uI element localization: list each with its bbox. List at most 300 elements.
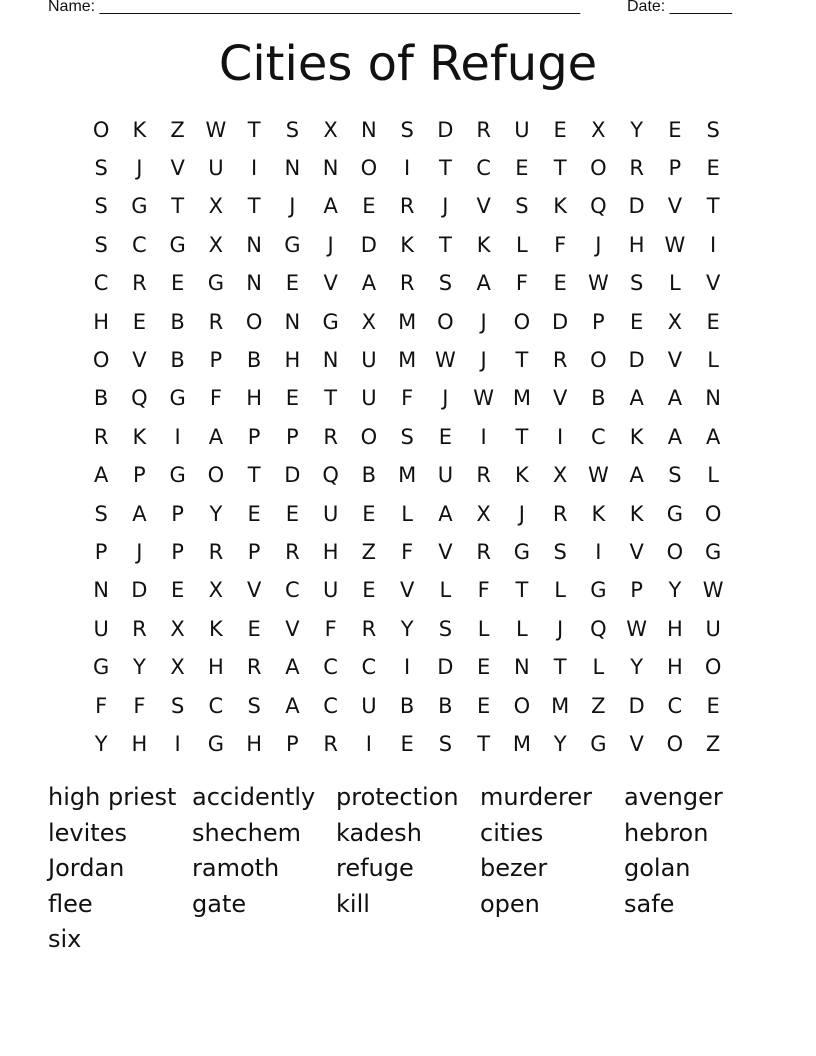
grid-letter: S bbox=[629, 271, 644, 296]
grid-letter: B bbox=[170, 348, 185, 373]
grid-letter: E bbox=[629, 309, 644, 334]
grid-letter: X bbox=[323, 117, 338, 142]
grid-letter: V bbox=[399, 578, 415, 603]
grid-letter: Y bbox=[553, 731, 567, 756]
grid-letter: F bbox=[477, 578, 490, 603]
grid-letter: E bbox=[247, 501, 261, 526]
grid-letter: X bbox=[591, 117, 606, 142]
word-list-item: ramoth bbox=[192, 854, 280, 882]
grid-letter: O bbox=[360, 424, 378, 449]
grid-letter: L bbox=[554, 578, 566, 603]
grid-letter: T bbox=[477, 731, 491, 756]
grid-letter: R bbox=[476, 539, 491, 564]
grid-letter: I bbox=[404, 655, 411, 680]
grid-letter: K bbox=[629, 501, 644, 526]
grid-letter: U bbox=[208, 156, 224, 181]
grid-letter: X bbox=[667, 309, 683, 334]
grid-letter: W bbox=[205, 117, 227, 142]
grid-letter: E bbox=[132, 309, 147, 334]
grid-letter: A bbox=[285, 693, 300, 718]
grid-letter: H bbox=[93, 309, 110, 334]
word-list-item: open bbox=[480, 889, 540, 918]
grid-letter: G bbox=[590, 578, 607, 603]
grid-letter: L bbox=[516, 616, 528, 641]
grid-letter: K bbox=[400, 232, 415, 257]
grid-letter: Y bbox=[630, 655, 644, 680]
grid-letter: C bbox=[667, 693, 683, 718]
grid-letter: F bbox=[133, 693, 146, 718]
grid-letter: H bbox=[207, 655, 224, 680]
grid-letter: K bbox=[132, 424, 147, 449]
grid-letter: U bbox=[705, 616, 721, 641]
grid-letter: J bbox=[289, 194, 296, 219]
grid-letter: D bbox=[628, 194, 645, 219]
grid-letter: M bbox=[398, 463, 417, 488]
grid-letter: V bbox=[552, 386, 568, 411]
grid-letter: L bbox=[477, 616, 490, 641]
grid-letter: L bbox=[707, 463, 719, 488]
word-list-item: flee bbox=[48, 889, 93, 918]
grid-letter: N bbox=[361, 117, 377, 142]
grid-letter: U bbox=[322, 501, 339, 526]
grid-letter: M bbox=[398, 348, 417, 373]
grid-letter: B bbox=[399, 693, 415, 718]
grid-letter: A bbox=[93, 463, 109, 488]
grid-letter: S bbox=[94, 501, 108, 526]
grid-letter: U bbox=[361, 348, 377, 373]
word-list-item: levites bbox=[48, 818, 127, 847]
grid-letter: R bbox=[399, 271, 415, 296]
grid-letter: G bbox=[704, 539, 722, 564]
grid-letter: J bbox=[595, 232, 602, 257]
grid-letter: O bbox=[92, 348, 110, 373]
grid-letter: R bbox=[399, 194, 415, 219]
grid-letter: V bbox=[667, 194, 683, 219]
grid-letter: T bbox=[515, 578, 529, 603]
grid-letter: A bbox=[705, 424, 721, 449]
grid-letter: T bbox=[515, 348, 529, 373]
grid-letter: T bbox=[247, 463, 261, 488]
grid-letter: S bbox=[706, 117, 720, 142]
grid-letter: E bbox=[553, 117, 567, 142]
grid-letter: W bbox=[473, 386, 494, 411]
grid-letter: F bbox=[515, 271, 528, 296]
grid-letter: P bbox=[286, 424, 299, 449]
grid-letter: C bbox=[476, 156, 491, 181]
grid-letter: D bbox=[437, 117, 454, 142]
grid-letter: S bbox=[285, 117, 300, 142]
grid-letter: K bbox=[476, 232, 491, 257]
grid-letter: Y bbox=[209, 501, 223, 526]
word-list-item: cities bbox=[480, 818, 544, 847]
word-list-item: kill bbox=[336, 889, 370, 918]
grid-letter: O bbox=[666, 539, 684, 564]
grid-letter: A bbox=[438, 501, 453, 526]
date-field-label: Date: _______ bbox=[627, 0, 732, 15]
grid-letter: A bbox=[361, 271, 377, 296]
grid-letter: F bbox=[401, 386, 414, 411]
grid-letter: P bbox=[286, 731, 299, 756]
word-list-item: bezer bbox=[480, 854, 548, 882]
grid-letter: L bbox=[401, 501, 413, 526]
grid-letter: A bbox=[476, 271, 491, 296]
grid-letter: V bbox=[246, 578, 262, 603]
grid-letter: E bbox=[706, 156, 720, 181]
grid-letter: J bbox=[136, 156, 143, 181]
grid-letter: K bbox=[553, 194, 568, 219]
grid-letter: E bbox=[668, 117, 682, 142]
grid-letter: H bbox=[666, 655, 683, 680]
grid-letter: J bbox=[136, 539, 143, 564]
grid-letter: R bbox=[246, 655, 262, 680]
grid-letter: U bbox=[361, 386, 377, 411]
grid-letter: Y bbox=[400, 616, 414, 641]
grid-letter: E bbox=[553, 271, 567, 296]
grid-letter: H bbox=[246, 731, 263, 756]
grid-letter: A bbox=[667, 424, 683, 449]
grid-letter: A bbox=[132, 501, 147, 526]
grid-letter: G bbox=[131, 194, 148, 219]
grid-letter: O bbox=[245, 309, 263, 334]
name-field-label: Name: ______________________________________________________ bbox=[48, 0, 581, 15]
grid-letter: V bbox=[132, 348, 147, 373]
grid-letter: V bbox=[629, 731, 644, 756]
grid-letter: P bbox=[171, 539, 184, 564]
grid-letter: A bbox=[629, 386, 644, 411]
grid-letter: W bbox=[702, 578, 724, 603]
grid-letter: T bbox=[247, 194, 261, 219]
grid-letter: X bbox=[361, 309, 377, 334]
grid-letter: X bbox=[208, 578, 224, 603]
grid-letter: C bbox=[208, 693, 224, 718]
grid-letter: S bbox=[170, 693, 185, 718]
grid-letter: R bbox=[208, 309, 224, 334]
grid-letter: P bbox=[209, 348, 223, 373]
grid-letter: S bbox=[668, 463, 682, 488]
grid-letter: J bbox=[557, 616, 564, 641]
header-line bbox=[48, 0, 748, 18]
grid-letter: R bbox=[552, 501, 568, 526]
grid-letter: Y bbox=[668, 578, 682, 603]
grid-letter: O bbox=[666, 731, 684, 756]
grid-letter: D bbox=[628, 693, 645, 718]
grid-letter: L bbox=[707, 348, 719, 373]
grid-letter: K bbox=[208, 616, 223, 641]
grid-letter: H bbox=[322, 539, 339, 564]
grid-letter: N bbox=[93, 578, 109, 603]
grid-letter: D bbox=[552, 309, 569, 334]
grid-letter: Q bbox=[131, 386, 148, 411]
grid-letter: G bbox=[92, 655, 110, 680]
grid-letter: V bbox=[667, 348, 683, 373]
grid-letter: P bbox=[94, 539, 108, 564]
grid-letter: J bbox=[518, 501, 525, 526]
grid-letter: F bbox=[209, 386, 222, 411]
grid-letter: L bbox=[669, 271, 681, 296]
grid-letter: T bbox=[324, 386, 338, 411]
grid-letter: Q bbox=[322, 463, 339, 488]
grid-letter: C bbox=[323, 693, 338, 718]
grid-letter: N bbox=[514, 655, 530, 680]
grid-letter: U bbox=[437, 463, 454, 488]
grid-letter: O bbox=[704, 655, 722, 680]
grid-letter: R bbox=[285, 539, 300, 564]
grid-letter: E bbox=[400, 731, 414, 756]
grid-letter: V bbox=[476, 194, 491, 219]
grid-letter: I bbox=[174, 424, 181, 449]
grid-letter: V bbox=[170, 156, 185, 181]
grid-letter: P bbox=[247, 424, 261, 449]
word-list-item: six bbox=[48, 925, 82, 953]
grid-letter: R bbox=[208, 539, 224, 564]
grid-letter: P bbox=[668, 156, 682, 181]
word-list-item: safe bbox=[624, 889, 675, 918]
grid-letter: K bbox=[591, 501, 606, 526]
word-list-item: high priest bbox=[48, 783, 177, 811]
grid-letter: X bbox=[476, 501, 491, 526]
grid-letter: G bbox=[590, 731, 607, 756]
grid-letter: A bbox=[323, 194, 338, 219]
grid-letter: M bbox=[551, 693, 570, 718]
word-list-item: protection bbox=[336, 783, 459, 811]
grid-letter: E bbox=[515, 156, 529, 181]
grid-letter: G bbox=[284, 232, 301, 257]
grid-letter: P bbox=[630, 578, 643, 603]
grid-letter: R bbox=[132, 616, 147, 641]
grid-letter: Z bbox=[591, 693, 606, 718]
grid-letter: J bbox=[480, 348, 487, 373]
grid-letter: T bbox=[438, 156, 452, 181]
grid-letter: B bbox=[170, 309, 185, 334]
grid-letter: N bbox=[246, 232, 262, 257]
grid-letter: U bbox=[322, 578, 339, 603]
page-title: Cities of Refuge bbox=[218, 36, 598, 92]
word-list-item: accidently bbox=[192, 783, 316, 811]
word-list-item: golan bbox=[624, 854, 691, 882]
grid-letter: A bbox=[208, 424, 224, 449]
grid-letter: T bbox=[553, 156, 567, 181]
grid-letter: G bbox=[513, 539, 531, 564]
grid-letter: J bbox=[442, 386, 449, 411]
grid-letter: Z bbox=[170, 117, 185, 142]
grid-letter: R bbox=[361, 616, 377, 641]
grid-letter: R bbox=[93, 424, 109, 449]
grid-letter: P bbox=[592, 309, 605, 334]
grid-letter: O bbox=[92, 117, 110, 142]
grid-letter: Z bbox=[705, 731, 721, 756]
grid-letter: O bbox=[207, 463, 225, 488]
grid-letter: C bbox=[93, 271, 109, 296]
grid-letter: S bbox=[553, 539, 567, 564]
grid-letter: I bbox=[251, 156, 258, 181]
grid-letter: W bbox=[587, 463, 609, 488]
grid-letter: J bbox=[480, 309, 487, 334]
grid-letter: M bbox=[512, 731, 531, 756]
grid-letter: X bbox=[170, 616, 185, 641]
grid-letter: I bbox=[480, 424, 487, 449]
grid-letter: L bbox=[439, 578, 452, 603]
grid-letter: G bbox=[207, 731, 225, 756]
grid-letter: D bbox=[284, 463, 301, 488]
grid-letter: E bbox=[285, 386, 300, 411]
grid-letter: G bbox=[169, 232, 186, 257]
grid-letter: O bbox=[513, 309, 531, 334]
grid-letter: N bbox=[246, 271, 262, 296]
grid-letter: F bbox=[95, 693, 108, 718]
grid-letter: R bbox=[323, 424, 338, 449]
grid-letter: O bbox=[360, 156, 378, 181]
grid-letter: C bbox=[361, 655, 377, 680]
grid-letter: D bbox=[360, 232, 377, 257]
grid-letter: X bbox=[208, 232, 224, 257]
grid-letter: S bbox=[438, 616, 453, 641]
grid-letter: S bbox=[400, 424, 414, 449]
grid-letter: T bbox=[553, 655, 567, 680]
grid-letter: K bbox=[629, 424, 644, 449]
grid-letter: O bbox=[704, 501, 722, 526]
grid-letter: I bbox=[174, 731, 181, 756]
grid-letter: L bbox=[592, 655, 605, 680]
grid-letter: A bbox=[629, 463, 644, 488]
word-list-item: gate bbox=[192, 889, 247, 918]
grid-letter: Y bbox=[132, 655, 146, 680]
grid-letter: O bbox=[590, 348, 607, 373]
grid-letter: B bbox=[93, 386, 109, 411]
grid-letter: X bbox=[170, 655, 185, 680]
grid-letter: I bbox=[710, 232, 717, 257]
grid-letter: W bbox=[434, 348, 456, 373]
grid-letter: V bbox=[705, 271, 721, 296]
grid-letter: N bbox=[705, 386, 721, 411]
grid-letter: E bbox=[362, 501, 376, 526]
grid-letter: K bbox=[132, 117, 147, 142]
grid-letter: R bbox=[476, 463, 491, 488]
grid-letter: U bbox=[93, 616, 109, 641]
grid-letter: B bbox=[361, 463, 377, 488]
grid-letter: P bbox=[133, 463, 146, 488]
word-list-item: Jordan bbox=[48, 854, 125, 882]
grid-letter: E bbox=[247, 616, 261, 641]
grid-letter: V bbox=[438, 539, 453, 564]
grid-letter: X bbox=[208, 194, 224, 219]
grid-letter: L bbox=[516, 232, 528, 257]
grid-letter: C bbox=[591, 424, 606, 449]
grid-letter: O bbox=[513, 693, 531, 718]
grid-letter: S bbox=[94, 156, 108, 181]
grid-letter: F bbox=[324, 616, 337, 641]
grid-letter: Y bbox=[630, 117, 644, 142]
grid-letter: T bbox=[247, 117, 261, 142]
grid-letter: R bbox=[476, 117, 491, 142]
letter-grid bbox=[82, 111, 732, 764]
grid-letter: S bbox=[400, 117, 414, 142]
grid-letter: S bbox=[438, 731, 453, 756]
grid-letter: I bbox=[404, 156, 411, 181]
grid-letter: P bbox=[247, 539, 261, 564]
grid-letter: J bbox=[442, 194, 449, 219]
grid-letter: M bbox=[512, 386, 531, 411]
grid-letter: H bbox=[131, 731, 148, 756]
grid-letter: E bbox=[476, 693, 491, 718]
grid-letter: G bbox=[169, 463, 186, 488]
grid-letter: C bbox=[132, 232, 147, 257]
grid-letter: E bbox=[362, 578, 376, 603]
grid-letter: F bbox=[554, 232, 567, 257]
grid-letter: S bbox=[94, 194, 108, 219]
grid-letter: Z bbox=[361, 539, 377, 564]
grid-letter: H bbox=[284, 348, 301, 373]
grid-letter: E bbox=[438, 424, 453, 449]
grid-letter: T bbox=[438, 232, 452, 257]
grid-letter: S bbox=[438, 271, 453, 296]
grid-letter: X bbox=[552, 463, 568, 488]
grid-letter: S bbox=[247, 693, 261, 718]
grid-letter: R bbox=[323, 731, 338, 756]
grid-letter: W bbox=[587, 271, 609, 296]
grid-letter: E bbox=[706, 309, 720, 334]
grid-letter: N bbox=[322, 156, 339, 181]
word-list-item: avenger bbox=[624, 783, 723, 811]
grid-letter: V bbox=[285, 616, 300, 641]
word-list-item: murderer bbox=[480, 783, 593, 811]
grid-letter: K bbox=[514, 463, 529, 488]
grid-letter: D bbox=[131, 578, 148, 603]
grid-letter: E bbox=[706, 693, 720, 718]
grid-letter: W bbox=[626, 616, 647, 641]
grid-letter: E bbox=[170, 578, 185, 603]
grid-letter: H bbox=[666, 616, 683, 641]
grid-letter: S bbox=[94, 232, 108, 257]
grid-letter: N bbox=[284, 156, 301, 181]
grid-letter: E bbox=[476, 655, 491, 680]
grid-letter: G bbox=[666, 501, 684, 526]
grid-letter: B bbox=[438, 693, 453, 718]
grid-letter: D bbox=[437, 655, 454, 680]
grid-letter: N bbox=[284, 309, 301, 334]
grid-letter: E bbox=[170, 271, 185, 296]
grid-letter: U bbox=[361, 693, 377, 718]
grid-letter: T bbox=[171, 194, 185, 219]
grid-letter: A bbox=[285, 655, 300, 680]
grid-letter: O bbox=[590, 156, 607, 181]
grid-letter: U bbox=[514, 117, 530, 142]
grid-letter: F bbox=[401, 539, 414, 564]
grid-letter: S bbox=[515, 194, 529, 219]
grid-letter: R bbox=[132, 271, 147, 296]
grid-letter: H bbox=[628, 232, 645, 257]
word-list-item: hebron bbox=[624, 818, 709, 847]
grid-letter: G bbox=[207, 271, 225, 296]
grid-letter: M bbox=[398, 309, 417, 334]
grid-letter: R bbox=[552, 348, 568, 373]
word-list-item: shechem bbox=[192, 818, 302, 847]
grid-letter: W bbox=[664, 232, 686, 257]
grid-letter: E bbox=[362, 194, 376, 219]
grid-letter: Q bbox=[590, 194, 607, 219]
grid-letter: A bbox=[667, 386, 683, 411]
grid-letter: E bbox=[285, 271, 300, 296]
grid-letter: B bbox=[591, 386, 606, 411]
grid-letter: V bbox=[629, 539, 644, 564]
grid-letter: G bbox=[322, 309, 339, 334]
grid-letter: Y bbox=[94, 731, 108, 756]
grid-letter: B bbox=[246, 348, 262, 373]
grid-letter: P bbox=[171, 501, 184, 526]
grid-letter: T bbox=[515, 424, 529, 449]
grid-letter: I bbox=[557, 424, 564, 449]
grid-letter: H bbox=[246, 386, 263, 411]
word-list-item: kadesh bbox=[336, 818, 422, 847]
